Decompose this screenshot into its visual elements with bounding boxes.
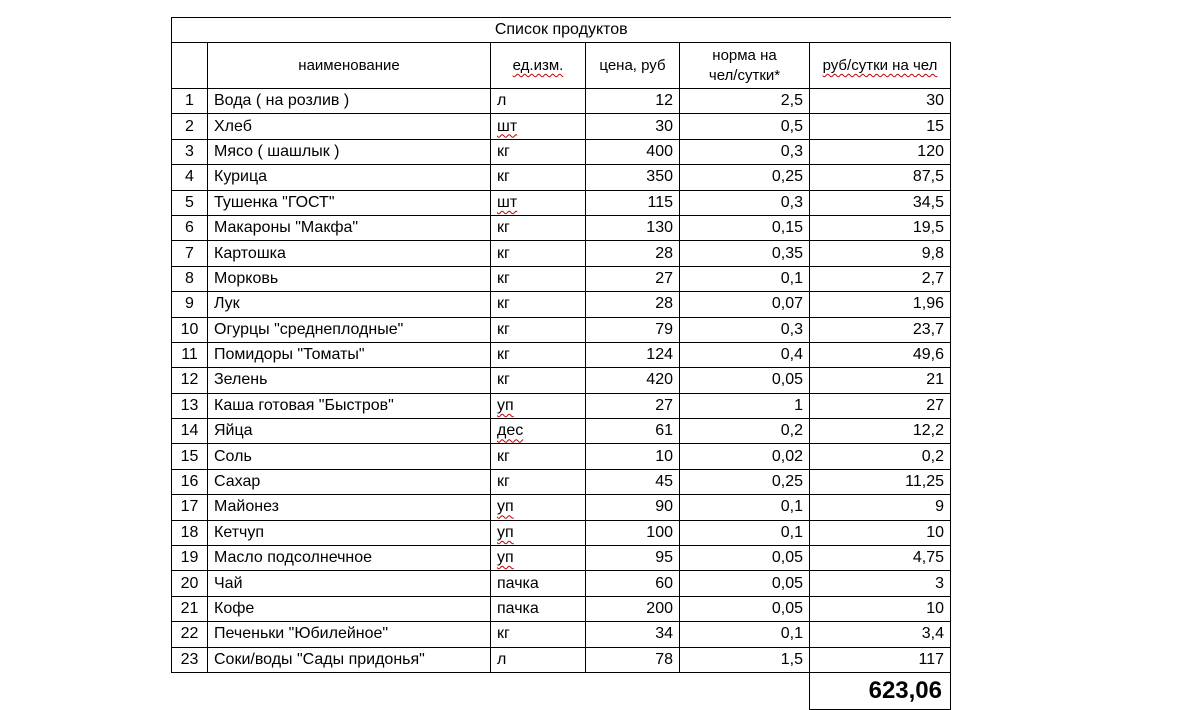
- cell-price: 30: [586, 114, 680, 139]
- cell-norm: 0,4: [680, 342, 810, 367]
- cell-norm: 0,07: [680, 292, 810, 317]
- cell-name: Зелень: [208, 368, 491, 393]
- cell-num: 5: [172, 190, 208, 215]
- table-title: Список продуктов: [172, 18, 951, 43]
- cell-num: 9: [172, 292, 208, 317]
- cell-price: 28: [586, 292, 680, 317]
- cell-name: Морковь: [208, 266, 491, 291]
- cell-name: Яйца: [208, 419, 491, 444]
- cell-num: 16: [172, 469, 208, 494]
- cell-unit: [491, 114, 586, 139]
- cell-name: Картошка: [208, 241, 491, 266]
- table-row: [172, 241, 951, 266]
- cell-cost: 30: [810, 89, 951, 114]
- header-name: наименование: [208, 43, 491, 89]
- cell-price: 100: [586, 520, 680, 545]
- cell-unit: [491, 190, 586, 215]
- cell-norm: 0,1: [680, 520, 810, 545]
- cell-unit-text: дес: [497, 422, 524, 440]
- cell-norm: 0,25: [680, 165, 810, 190]
- cell-price: 28: [586, 241, 680, 266]
- cell-price: 45: [586, 469, 680, 494]
- cell-unit: [491, 546, 586, 571]
- cell-norm: 0,5: [680, 114, 810, 139]
- table-row: [172, 317, 951, 342]
- cell-name: Чай: [208, 571, 491, 596]
- total-row: [172, 672, 951, 709]
- cell-name: Мясо ( шашлык ): [208, 139, 491, 164]
- cell-price: 27: [586, 393, 680, 418]
- header-unit-text: ед.изм.: [512, 56, 564, 74]
- cell-name: Курица: [208, 165, 491, 190]
- cell-cost: 49,6: [810, 342, 951, 367]
- cell-norm: 0,05: [680, 546, 810, 571]
- cell-num: 20: [172, 571, 208, 596]
- cell-cost: 2,7: [810, 266, 951, 291]
- cell-norm: 0,15: [680, 215, 810, 240]
- cell-num: 7: [172, 241, 208, 266]
- cell-cost: 15: [810, 114, 951, 139]
- cell-name: Кофе: [208, 596, 491, 621]
- cell-unit-text: уп: [497, 523, 514, 541]
- cell-cost: 11,25: [810, 469, 951, 494]
- cell-unit: кг: [491, 292, 586, 317]
- cell-unit: кг: [491, 622, 586, 647]
- table-row: [172, 647, 951, 672]
- cell-name: Помидоры "Томаты": [208, 342, 491, 367]
- header-cost: [810, 43, 951, 89]
- cell-cost: 9,8: [810, 241, 951, 266]
- cell-norm: 0,1: [680, 622, 810, 647]
- table-row: [172, 266, 951, 291]
- cell-name: Печеньки "Юбилейное": [208, 622, 491, 647]
- cell-name: Соль: [208, 444, 491, 469]
- header-norm-line1: норма на: [712, 47, 777, 64]
- cell-unit: л: [491, 647, 586, 672]
- cell-num: 2: [172, 114, 208, 139]
- table-row: [172, 622, 951, 647]
- table-row: [172, 165, 951, 190]
- cell-unit: кг: [491, 469, 586, 494]
- cell-price: 420: [586, 368, 680, 393]
- cell-price: 79: [586, 317, 680, 342]
- header-norm-line2: чел/сутки*: [708, 66, 781, 84]
- table-row: [172, 292, 951, 317]
- cell-price: 60: [586, 571, 680, 596]
- cell-unit-text: уп: [497, 498, 514, 516]
- table-row: [172, 546, 951, 571]
- cell-price: 78: [586, 647, 680, 672]
- cell-norm: 0,3: [680, 139, 810, 164]
- cell-price: 124: [586, 342, 680, 367]
- cell-norm: 2,5: [680, 89, 810, 114]
- cell-price: 130: [586, 215, 680, 240]
- cell-unit: кг: [491, 368, 586, 393]
- table-row: [172, 368, 951, 393]
- cell-unit: кг: [491, 215, 586, 240]
- cell-price: 200: [586, 596, 680, 621]
- cell-cost: 1,96: [810, 292, 951, 317]
- cell-num: 23: [172, 647, 208, 672]
- cell-name: Кетчуп: [208, 520, 491, 545]
- total-spacer: [172, 672, 810, 709]
- cell-num: 6: [172, 215, 208, 240]
- product-list-sheet: [171, 17, 951, 710]
- cell-num: 4: [172, 165, 208, 190]
- cell-cost: 87,5: [810, 165, 951, 190]
- cell-norm: 0,02: [680, 444, 810, 469]
- cell-norm: 0,35: [680, 241, 810, 266]
- table-row: [172, 596, 951, 621]
- cell-unit: кг: [491, 241, 586, 266]
- cell-price: 95: [586, 546, 680, 571]
- cell-norm: 1: [680, 393, 810, 418]
- cell-price: 115: [586, 190, 680, 215]
- cell-unit: [491, 520, 586, 545]
- cell-num: 12: [172, 368, 208, 393]
- table-row: [172, 139, 951, 164]
- cell-cost: 3: [810, 571, 951, 596]
- table-row: [172, 444, 951, 469]
- cell-norm: 0,1: [680, 266, 810, 291]
- cell-name: Лук: [208, 292, 491, 317]
- table-row: [172, 571, 951, 596]
- cell-norm: 0,3: [680, 190, 810, 215]
- cell-name: Хлеб: [208, 114, 491, 139]
- cell-price: 12: [586, 89, 680, 114]
- cell-price: 10: [586, 444, 680, 469]
- cell-price: 350: [586, 165, 680, 190]
- cell-unit-text: уп: [497, 549, 514, 567]
- cell-norm: 0,2: [680, 419, 810, 444]
- table-row: [172, 495, 951, 520]
- cell-norm: 0,05: [680, 571, 810, 596]
- cell-unit: кг: [491, 165, 586, 190]
- cell-unit: кг: [491, 266, 586, 291]
- cell-unit: [491, 419, 586, 444]
- cell-cost: 0,2: [810, 444, 951, 469]
- cell-num: 13: [172, 393, 208, 418]
- cell-name: Майонез: [208, 495, 491, 520]
- cell-num: 17: [172, 495, 208, 520]
- cell-num: 3: [172, 139, 208, 164]
- cell-name: Масло подсолнечное: [208, 546, 491, 571]
- cell-cost: 120: [810, 139, 951, 164]
- cell-cost: 10: [810, 520, 951, 545]
- cell-num: 11: [172, 342, 208, 367]
- table-row: [172, 190, 951, 215]
- cell-num: 10: [172, 317, 208, 342]
- cell-cost: 23,7: [810, 317, 951, 342]
- cell-cost: 3,4: [810, 622, 951, 647]
- cell-unit: [491, 393, 586, 418]
- cell-norm: 0,05: [680, 596, 810, 621]
- cell-cost: 10: [810, 596, 951, 621]
- cell-num: 14: [172, 419, 208, 444]
- table-row: [172, 419, 951, 444]
- table-row: [172, 520, 951, 545]
- cell-name: Соки/воды "Сады придонья": [208, 647, 491, 672]
- cell-cost: 4,75: [810, 546, 951, 571]
- cell-num: 1: [172, 89, 208, 114]
- cell-norm: 0,05: [680, 368, 810, 393]
- header-num: [172, 43, 208, 89]
- product-table: [171, 17, 951, 710]
- cell-name: Сахар: [208, 469, 491, 494]
- table-row: [172, 469, 951, 494]
- header-norm: [680, 43, 810, 89]
- cell-price: 34: [586, 622, 680, 647]
- cell-num: 22: [172, 622, 208, 647]
- cell-name: Огурцы "среднеплодные": [208, 317, 491, 342]
- cell-norm: 0,3: [680, 317, 810, 342]
- title-row: [172, 18, 951, 43]
- header-price: цена, руб: [586, 43, 680, 89]
- cell-unit: л: [491, 89, 586, 114]
- header-row: [172, 43, 951, 89]
- cell-unit: кг: [491, 342, 586, 367]
- header-unit: [491, 43, 586, 89]
- cell-unit-text: шт: [497, 117, 518, 135]
- cell-name: Тушенка "ГОСТ": [208, 190, 491, 215]
- cell-num: 21: [172, 596, 208, 621]
- cell-cost: 117: [810, 647, 951, 672]
- cell-norm: 1,5: [680, 647, 810, 672]
- cell-unit: кг: [491, 444, 586, 469]
- cell-unit-text: шт: [497, 193, 518, 211]
- cell-norm: 0,1: [680, 495, 810, 520]
- cell-name: Вода ( на розлив ): [208, 89, 491, 114]
- cell-num: 19: [172, 546, 208, 571]
- cell-price: 27: [586, 266, 680, 291]
- total-value: 623,06: [810, 672, 951, 709]
- cell-num: 15: [172, 444, 208, 469]
- table-row: [172, 114, 951, 139]
- cell-name: Макароны "Макфа": [208, 215, 491, 240]
- cell-price: 61: [586, 419, 680, 444]
- cell-cost: 34,5: [810, 190, 951, 215]
- header-cost-text: руб/сутки на чел: [822, 56, 938, 74]
- table-row: [172, 342, 951, 367]
- cell-unit: [491, 495, 586, 520]
- cell-num: 18: [172, 520, 208, 545]
- cell-norm: 0,25: [680, 469, 810, 494]
- cell-cost: 19,5: [810, 215, 951, 240]
- cell-unit: кг: [491, 139, 586, 164]
- cell-unit: кг: [491, 317, 586, 342]
- cell-cost: 9: [810, 495, 951, 520]
- cell-cost: 27: [810, 393, 951, 418]
- table-row: [172, 393, 951, 418]
- cell-unit: пачка: [491, 571, 586, 596]
- cell-price: 90: [586, 495, 680, 520]
- cell-cost: 12,2: [810, 419, 951, 444]
- cell-num: 8: [172, 266, 208, 291]
- cell-price: 400: [586, 139, 680, 164]
- table-row: [172, 215, 951, 240]
- cell-unit-text: уп: [497, 396, 514, 414]
- table-row: [172, 89, 951, 114]
- cell-name: Каша готовая "Быстров": [208, 393, 491, 418]
- cell-unit: пачка: [491, 596, 586, 621]
- cell-cost: 21: [810, 368, 951, 393]
